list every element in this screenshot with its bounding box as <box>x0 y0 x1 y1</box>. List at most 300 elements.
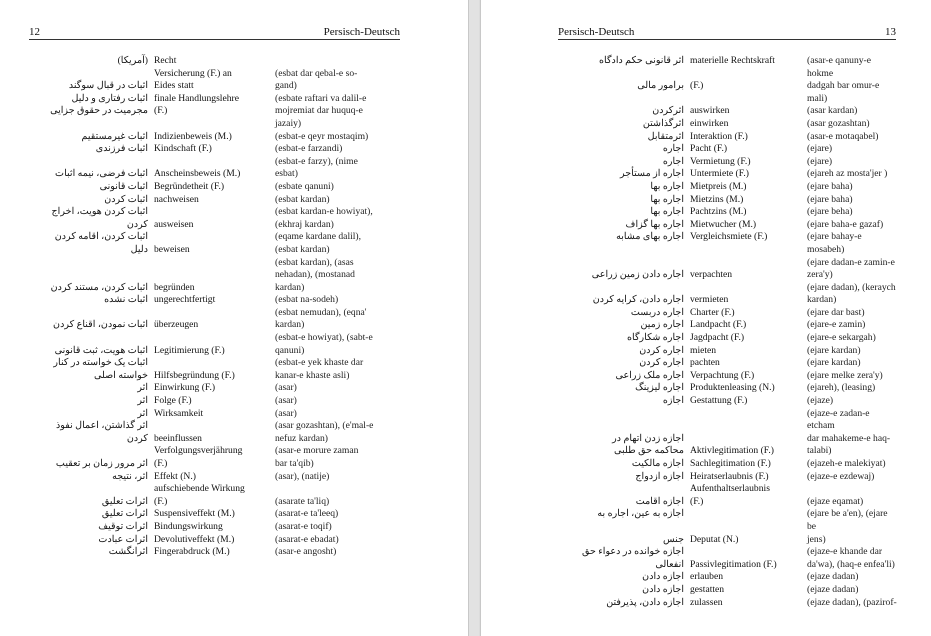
persian-term: اثرات تعلیق <box>101 508 148 520</box>
german-term <box>684 546 801 559</box>
persian-term: اثبات قانونی <box>99 180 148 192</box>
dictionary-entry <box>29 382 400 395</box>
persian-term: اثر قانونی حکم دادگاه <box>599 55 684 66</box>
german-term: finale Handlungslehre <box>154 92 239 104</box>
transliteration <box>801 483 897 496</box>
dictionary-entry <box>558 345 896 358</box>
german-term: Aktivlegitimation (F.) <box>690 445 774 457</box>
persian-term: اجازه خوانده در دعواء حق <box>581 546 684 558</box>
dictionary-entry <box>29 206 400 219</box>
german-term: Eides statt <box>154 80 194 92</box>
persian-term: اجازه به عین، اجاره به <box>597 508 684 520</box>
german-term: zulassen <box>690 596 723 608</box>
dictionary-entry <box>558 357 896 370</box>
german-term: Vergleichsmiete (F.) <box>690 231 768 243</box>
german-term: Effekt (N.) <box>154 470 196 482</box>
transliteration: talabi) <box>807 445 832 457</box>
dictionary-entry <box>558 143 896 156</box>
persian-term: اجاره <box>662 155 684 167</box>
transliteration: (ejaze-e khande dar <box>807 546 883 558</box>
dictionary-entry <box>558 496 896 509</box>
german-term: Mietwucher (M.) <box>690 218 757 230</box>
page-number: 13 <box>885 26 896 38</box>
transliteration: (ejare beha) <box>807 206 853 218</box>
german-term <box>684 282 801 295</box>
german-term <box>148 231 269 244</box>
german-term: Recht <box>154 55 177 66</box>
dictionary-entry <box>558 282 896 295</box>
dictionary-entry <box>29 80 400 93</box>
dictionary-entry <box>558 584 896 597</box>
dictionary-entry <box>29 219 400 232</box>
dictionary-entry <box>558 307 896 320</box>
transliteration: esbat) <box>275 168 298 180</box>
german-term: Anscheinsbeweis (M.) <box>154 168 241 180</box>
persian-term <box>558 483 684 496</box>
transliteration: (asarat-e ebadat) <box>275 533 339 545</box>
german-term: Indizienbeweis (M.) <box>154 130 232 142</box>
german-term: Vermietung (F.) <box>690 155 751 167</box>
german-term: Wirksamkeit <box>154 407 204 419</box>
german-term: begründen <box>154 281 195 293</box>
transliteration: (ejare) <box>807 155 833 167</box>
dictionary-entry <box>29 496 400 509</box>
dictionary-entry <box>558 445 896 458</box>
transliteration: (esbate qanuni) <box>275 180 334 192</box>
left-page-header <box>29 25 400 40</box>
dictionary-entry <box>558 105 896 118</box>
german-term: vermieten <box>690 294 729 306</box>
persian-term: اثرات توقیف <box>98 520 148 532</box>
transliteration: (ejare-e sekargah) <box>807 332 876 344</box>
persian-term: اثبات نشده <box>104 294 148 306</box>
german-term: Charter (F.) <box>690 306 735 318</box>
german-term: Legitimierung (F.) <box>154 344 225 356</box>
transliteration: (asar gozashtan) <box>807 117 870 129</box>
dictionary-entry <box>558 433 896 446</box>
dictionary-entry <box>558 534 896 547</box>
dictionary-entry <box>29 458 400 471</box>
dictionary-entry <box>29 395 400 408</box>
dictionary-entry <box>558 319 896 332</box>
transliteration: (esbat kardan), (asas <box>275 256 354 268</box>
persian-term: اثبات فرضی، نیمه اثبات <box>55 168 148 180</box>
dictionary-entry <box>29 181 400 194</box>
dictionary-entry <box>558 508 896 533</box>
german-term: Fingerabdruck (M.) <box>154 546 230 558</box>
transliteration: (asar) <box>275 395 297 407</box>
persian-term <box>29 118 148 131</box>
transliteration: (esbat-e howiyat), (sabt-e <box>275 332 373 344</box>
dictionary-entries <box>29 55 400 559</box>
persian-term: اجازه اقامت <box>635 495 684 507</box>
persian-term: اثر مرور زمان بر تعقیب <box>55 458 148 469</box>
dictionary-entry <box>558 370 896 383</box>
transliteration: (ejare dadan), (keraych <box>807 281 896 293</box>
persian-term: اجاره ملک زراعی <box>615 369 684 381</box>
transliteration: (ejare baha) <box>807 193 853 205</box>
transliteration: (ejare dar bast) <box>807 306 865 318</box>
dictionary-entry <box>558 181 896 194</box>
persian-term: اثرانگشت <box>108 546 148 558</box>
persian-term: اجازه زدن اتهام در <box>612 432 684 444</box>
persian-term: اثبات نمودن، اقناع کردن <box>53 319 148 331</box>
transliteration: (asar-e angosht) <box>275 546 337 558</box>
persian-term: اجاره بها گزاف <box>625 218 684 230</box>
transliteration: (ejare dadan-e zamin-e <box>807 256 895 268</box>
transliteration: jazaiy) <box>275 117 302 129</box>
dictionary-entry <box>29 534 400 547</box>
dictionary-entry <box>558 571 896 584</box>
german-term: beeinflussen <box>154 432 202 444</box>
german-term: Produktenleasing (N.) <box>690 382 775 394</box>
persian-term <box>558 257 684 270</box>
dictionary-entry <box>29 370 400 383</box>
transliteration: (ejaze dadan) <box>807 571 859 583</box>
german-term: verpachten <box>690 269 733 281</box>
persian-term: جنس <box>662 533 684 545</box>
dictionary-entry <box>558 471 896 484</box>
german-term: Jagdpacht (F.) <box>690 332 745 344</box>
german-term: materielle Rechtskraft <box>690 55 775 66</box>
persian-term: اجازه مالکیت <box>631 458 684 469</box>
dictionary-entry <box>558 194 896 207</box>
persian-term: اجاره دادن، کرایه کردن <box>592 294 684 306</box>
dictionary-entry <box>29 55 400 68</box>
persian-term: اثر، نتیجه <box>112 470 148 482</box>
transliteration: (eqame kardane dalil), <box>275 231 362 243</box>
transliteration: kardan) <box>807 294 837 306</box>
transliteration: (ejare melke zera'y) <box>807 369 883 381</box>
transliteration <box>269 483 389 496</box>
persian-term: اجاره شکارگاه <box>627 332 684 344</box>
transliteration: kardan) <box>275 319 305 331</box>
dictionary-entry <box>558 546 896 559</box>
dictionary-entries <box>558 55 896 609</box>
dictionary-entry <box>29 420 400 433</box>
transliteration: (asarat-e ta'leeq) <box>275 508 339 520</box>
dictionary-entry <box>558 168 896 181</box>
german-term <box>148 357 269 370</box>
german-term: Devolutiveffekt (M.) <box>154 533 235 545</box>
german-term: Interaktion (F.) <box>690 130 748 142</box>
transliteration: (ejaze-e zadan-e etcham <box>807 407 870 432</box>
german-term: ungerechtfertigt <box>154 294 216 306</box>
running-head: Persisch-Deutsch <box>323 26 400 38</box>
dictionary-entry <box>29 244 400 257</box>
german-term: Hilfsbegründung (F.) <box>154 369 235 381</box>
german-term: Pacht (F.) <box>690 143 728 155</box>
german-term <box>148 307 269 320</box>
transliteration: dadgah bar omur-e mali) <box>807 80 880 104</box>
dictionary-entry <box>558 231 896 256</box>
transliteration: jens) <box>807 533 826 545</box>
transliteration: (ejare baha) <box>807 180 853 192</box>
transliteration: (asarat-e toqif) <box>275 520 332 532</box>
german-term: überzeugen <box>154 319 199 331</box>
persian-term: اثبات در قبال سوگند <box>68 80 148 92</box>
transliteration: (ejare-e zamin) <box>807 319 866 331</box>
persian-term: کردن <box>126 218 148 230</box>
german-term <box>684 257 801 270</box>
persian-term: اثبات کردن، مستند کردن <box>50 281 148 293</box>
persian-term: اجازه دادن <box>642 571 684 583</box>
dictionary-entry <box>558 55 896 80</box>
persian-term <box>29 156 148 169</box>
transliteration: (ejare kardan) <box>807 344 861 356</box>
transliteration: qanuni) <box>275 344 305 356</box>
dictionary-entry <box>558 118 896 131</box>
transliteration: (esbat-e farzandi) <box>275 143 343 155</box>
german-term: Untermiete (F.) <box>690 168 749 180</box>
transliteration: (asar-e motaqabel) <box>807 130 879 142</box>
persian-term <box>29 483 148 496</box>
persian-term: اثر <box>137 382 148 394</box>
dictionary-entry <box>29 345 400 358</box>
transliteration: (ejareh), (leasing) <box>807 382 876 394</box>
transliteration: (esbat kardan-e howiyat), <box>275 206 373 218</box>
persian-term: انفعالی <box>655 558 684 570</box>
dictionary-entry <box>29 445 400 458</box>
dictionary-entry <box>29 471 400 484</box>
persian-term <box>29 257 148 270</box>
persian-term: اجاره <box>662 143 684 155</box>
dictionary-entry <box>29 294 400 307</box>
dictionary-entry <box>558 395 896 408</box>
persian-term: اثبات کردن، اقامه کردن <box>54 231 148 243</box>
transliteration: (ejareh az mosta'jer ) <box>807 168 888 180</box>
dictionary-entry <box>29 319 400 332</box>
dictionary-entry <box>29 307 400 320</box>
transliteration: (asar-e qanuny-e hokme <box>807 55 871 79</box>
persian-term: اثرکردن <box>652 105 684 117</box>
german-term: Mietzins (M.) <box>690 193 744 205</box>
transliteration: kardan) <box>275 281 305 293</box>
dictionary-entry <box>29 93 400 106</box>
german-term: gestatten <box>690 583 725 595</box>
transliteration: (asar kardan) <box>807 105 858 117</box>
dictionary-entry <box>558 458 896 471</box>
german-term: (F.) <box>154 458 168 469</box>
german-term: beweisen <box>154 243 190 255</box>
transliteration: zera'y) <box>807 269 833 281</box>
dictionary-entry <box>29 282 400 295</box>
german-term: Landpacht (F.) <box>690 319 747 331</box>
dictionary-entry <box>558 408 896 433</box>
german-term: Bindungswirkung <box>154 520 223 532</box>
dictionary-entry <box>558 80 896 105</box>
german-term: auswirken <box>690 105 730 117</box>
dictionary-entry <box>558 206 896 219</box>
persian-term: اجازه دادن، پذیرفتن <box>606 596 684 608</box>
persian-term <box>558 282 684 295</box>
transliteration: gand) <box>275 80 297 92</box>
transliteration: bar ta'qib) <box>275 458 314 469</box>
transliteration: (ejaze) <box>807 395 834 407</box>
persian-term: اثبات کردن هویت، اخراج <box>51 206 148 218</box>
dictionary-entry <box>558 294 896 307</box>
persian-term: محاکمه حق طلبی <box>614 445 684 457</box>
dictionary-entry <box>29 131 400 144</box>
dictionary-entry <box>29 332 400 345</box>
dictionary-entry <box>29 408 400 421</box>
persian-term: اجازه <box>662 395 684 407</box>
persian-term: اثرگذاشتن <box>642 117 684 129</box>
german-term <box>148 257 269 270</box>
german-term: nachweisen <box>154 193 199 205</box>
persian-term: برامور مالی <box>637 80 684 92</box>
persian-term: (آمریکا) <box>117 55 148 66</box>
persian-term <box>29 445 148 458</box>
transliteration: (ejare baha-e gazaf) <box>807 218 884 230</box>
dictionary-entry <box>29 508 400 521</box>
persian-term: اجاره دربست <box>630 306 684 318</box>
persian-term: اثر <box>137 407 148 419</box>
dictionary-entry <box>29 521 400 534</box>
persian-term: کردن <box>126 432 148 444</box>
dictionary-entry <box>29 269 400 282</box>
persian-term: اجاره کردن <box>639 357 684 369</box>
transliteration: nefuz kardan) <box>275 432 328 444</box>
dictionary-entry <box>29 357 400 370</box>
german-term <box>684 408 801 433</box>
german-term <box>148 156 269 169</box>
dictionary-entry <box>29 105 400 118</box>
persian-term: اثبات فرزندی <box>95 143 148 155</box>
persian-term <box>29 68 148 81</box>
transliteration: (esbat dar qebal-e so- <box>275 67 358 79</box>
transliteration: dar mahakeme-e haq- <box>807 432 891 444</box>
persian-term: اجاره بها <box>650 193 684 205</box>
persian-term: اجازه ازدواج <box>635 470 684 482</box>
running-head: Persisch-Deutsch <box>558 26 635 38</box>
german-term: Kindschaft (F.) <box>154 143 212 155</box>
persian-term: اجاره بهای مشابه <box>616 231 684 243</box>
transliteration: (esbat-e qeyr mostaqim) <box>275 130 369 142</box>
german-term: pachten <box>690 357 720 369</box>
german-term: aufschiebende Wirkung <box>154 483 245 495</box>
persian-term: اثرات تعلیق <box>101 495 148 507</box>
persian-term: اجاره لیزینگ <box>635 382 684 394</box>
german-term <box>148 420 269 433</box>
transliteration: (ekhraj kardan) <box>275 218 334 230</box>
persian-term: اجاره زمین <box>640 319 684 331</box>
german-term: Verfolgungsverjährung <box>154 445 243 457</box>
persian-term: مجرمیت در حقوق جزایی <box>50 105 148 117</box>
persian-term: اثرات عبادت <box>98 533 148 545</box>
dictionary-entry <box>29 168 400 181</box>
dictionary-entry <box>558 382 896 395</box>
transliteration: (asar) <box>275 382 297 394</box>
transliteration: (esbat-e yek khaste dar <box>275 357 364 369</box>
transliteration: (esbat nemudan), (eqna' <box>275 306 367 318</box>
dictionary-entry <box>558 219 896 232</box>
transliteration: (ejaze dadan) <box>807 583 859 595</box>
german-term: (F.) <box>154 105 168 117</box>
german-term: (F.) <box>690 80 704 92</box>
transliteration: (esbat na-sodeh) <box>275 294 339 306</box>
german-term: (F.) <box>154 495 168 507</box>
german-term <box>148 206 269 219</box>
persian-term: خواسته اصلی <box>93 369 148 381</box>
german-term: Mietpreis (M.) <box>690 180 747 192</box>
persian-term: اجاره از مستأجر <box>619 168 684 180</box>
transliteration: (asar) <box>275 407 297 419</box>
german-term: einwirken <box>690 117 729 129</box>
transliteration: kanar-e khaste asli) <box>275 369 350 381</box>
german-term: Suspensiveffekt (M.) <box>154 508 235 520</box>
dictionary-entry <box>558 156 896 169</box>
persian-term: دلیل <box>130 243 148 255</box>
german-term <box>684 508 801 533</box>
persian-term: اجاره بها <box>650 206 684 218</box>
german-term: Pachtzins (M.) <box>690 206 747 218</box>
transliteration: (esbat-e farzy), (nime <box>275 155 358 167</box>
german-term <box>148 332 269 345</box>
persian-term: اجازه دادن <box>642 583 684 595</box>
dictionary-entry <box>29 257 400 270</box>
dictionary-entry <box>29 546 400 559</box>
german-term: Aufenthaltserlaubnis <box>690 483 770 495</box>
dictionary-entry <box>558 269 896 282</box>
dictionary-entry <box>29 143 400 156</box>
transliteration: (ejare bahay-e mosabeh) <box>807 231 862 255</box>
persian-term <box>29 307 148 320</box>
german-term: mieten <box>690 344 717 356</box>
transliteration: da'wa), (haq-e enfea'li) <box>807 558 895 570</box>
persian-term: اثبات کردن <box>104 193 148 205</box>
transliteration: (ejazeh-e malekiyat) <box>807 458 886 469</box>
german-term <box>148 269 269 282</box>
dictionary-entry <box>558 483 896 496</box>
transliteration: (esbate raftari va dalil-e <box>275 92 367 104</box>
persian-term: اجاره بها <box>650 180 684 192</box>
dictionary-entry <box>29 156 400 169</box>
dictionary-entry <box>29 194 400 207</box>
german-term: Verpachtung (F.) <box>690 369 755 381</box>
transliteration: (asar-e morure zaman <box>275 445 359 457</box>
transliteration: (ejaze dadan), (pazirof- <box>807 596 897 608</box>
dictionary-entry <box>558 257 896 270</box>
persian-term: اثبات رفتاری و دلیل <box>71 92 148 104</box>
right-page <box>480 0 931 636</box>
persian-term: اثبات هویت، ثبت قانونی <box>54 344 148 356</box>
dictionary-entry <box>558 332 896 345</box>
dictionary-entry <box>29 433 400 446</box>
transliteration: (ejare) <box>807 143 833 155</box>
transliteration: (ejare kardan) <box>807 357 861 369</box>
german-term <box>148 118 269 131</box>
german-term <box>684 433 801 446</box>
german-term: Passivlegitimation (F.) <box>690 558 777 570</box>
page-number: 12 <box>29 26 40 38</box>
dictionary-entry <box>29 68 400 81</box>
persian-term: اثبات یک خواسته در کنار <box>53 357 148 369</box>
german-term: Einwirkung (F.) <box>154 382 216 394</box>
page-gutter <box>469 0 479 636</box>
german-term: Heiratserlaubnis (F.) <box>690 470 769 482</box>
dictionary-entry <box>558 131 896 144</box>
transliteration: (esbat kardan) <box>275 243 330 255</box>
german-term: ausweisen <box>154 218 194 230</box>
german-term: Gestattung (F.) <box>690 395 748 407</box>
german-term: Deputat (N.) <box>690 533 739 545</box>
transliteration: mojremiat dar huquq-e <box>275 105 363 117</box>
transliteration: (esbat kardan) <box>275 193 330 205</box>
dictionary-entry <box>558 597 896 610</box>
transliteration: nehadan), (mostanad <box>275 269 355 281</box>
german-term: erlauben <box>690 571 724 583</box>
